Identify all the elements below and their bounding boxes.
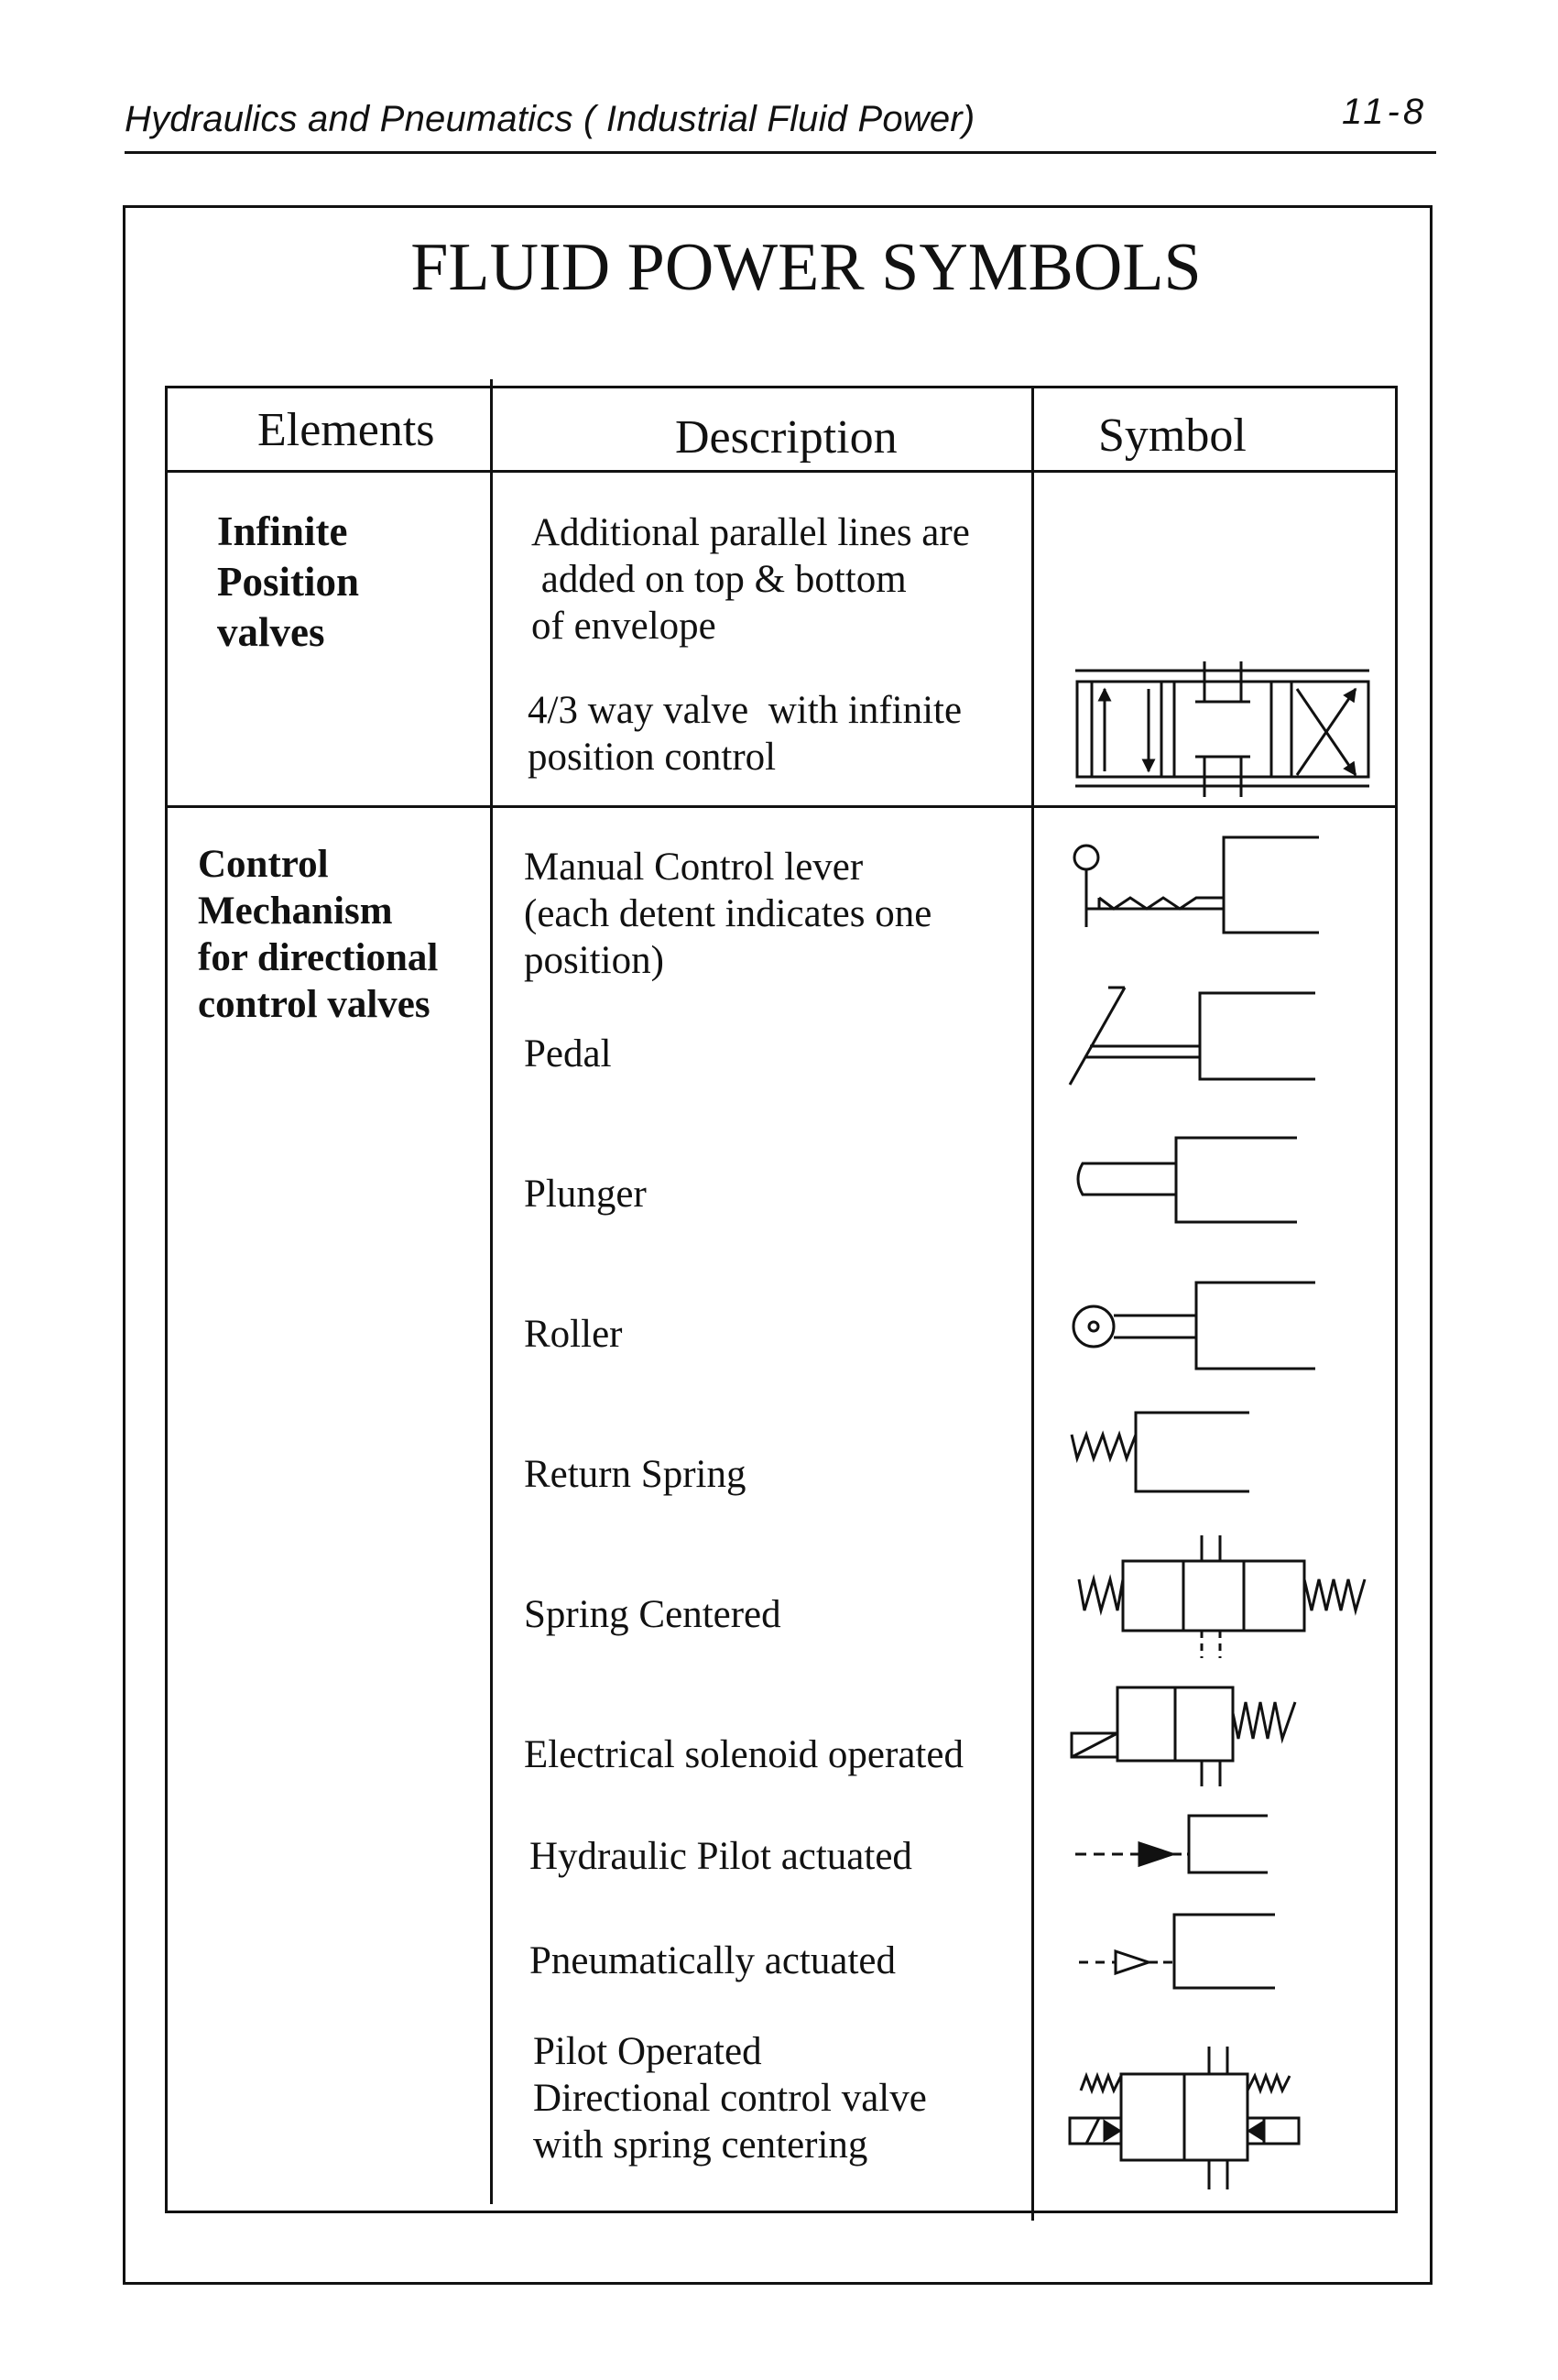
running-title: Hydraulics and Pneumatics ( Industrial Fluid Power): [125, 99, 975, 139]
description-text: Pneumatically actuated: [529, 1939, 896, 1982]
column-header-symbol: Symbol: [1098, 409, 1247, 462]
description-text: Electrical solenoid operated: [524, 1733, 964, 1776]
hydraulic-pilot-symbol: [1075, 1816, 1268, 1872]
4-3-way-infinite-position-valve-symbol: [1075, 661, 1369, 797]
description-text: Additional parallel lines are added on top & bottom of envelope: [531, 511, 970, 648]
description-text: Hydraulic Pilot actuated: [529, 1835, 912, 1878]
roller-symbol: [1073, 1283, 1315, 1369]
column-header-description: Description: [675, 411, 898, 464]
solenoid-symbol: [1072, 1687, 1295, 1786]
pneumatic-pilot-symbol: [1079, 1915, 1275, 1988]
element-label: Control Mechanism for directional control valves: [198, 843, 439, 1026]
return-spring-symbol: [1072, 1413, 1249, 1491]
element-label: Infinite Position valves: [217, 508, 360, 655]
description-text: Spring Centered: [524, 1593, 781, 1636]
pilot-operated-spring-centered-valve-symbol: [1070, 2047, 1299, 2189]
description-text: 4/3 way valve with infinite position control: [528, 689, 963, 779]
spring-centered-symbol: [1079, 1535, 1365, 1658]
manual-lever-symbol: [1074, 837, 1319, 933]
description-text: Plunger: [524, 1173, 647, 1216]
plunger-symbol: [1078, 1138, 1297, 1222]
description-text: Manual Control lever (each detent indicates one position): [524, 846, 932, 982]
column-header-elements: Elements: [257, 404, 435, 456]
description-text: Pilot Operated Directional control valve with spring centering: [533, 2030, 927, 2167]
description-text: Roller: [524, 1313, 623, 1356]
description-text: Return Spring: [524, 1453, 746, 1496]
description-text: Pedal: [524, 1032, 612, 1075]
pedal-symbol: [1070, 988, 1315, 1085]
page-title: FLUID POWER SYMBOLS: [410, 230, 1202, 305]
page-number: 11-8: [1342, 92, 1428, 132]
